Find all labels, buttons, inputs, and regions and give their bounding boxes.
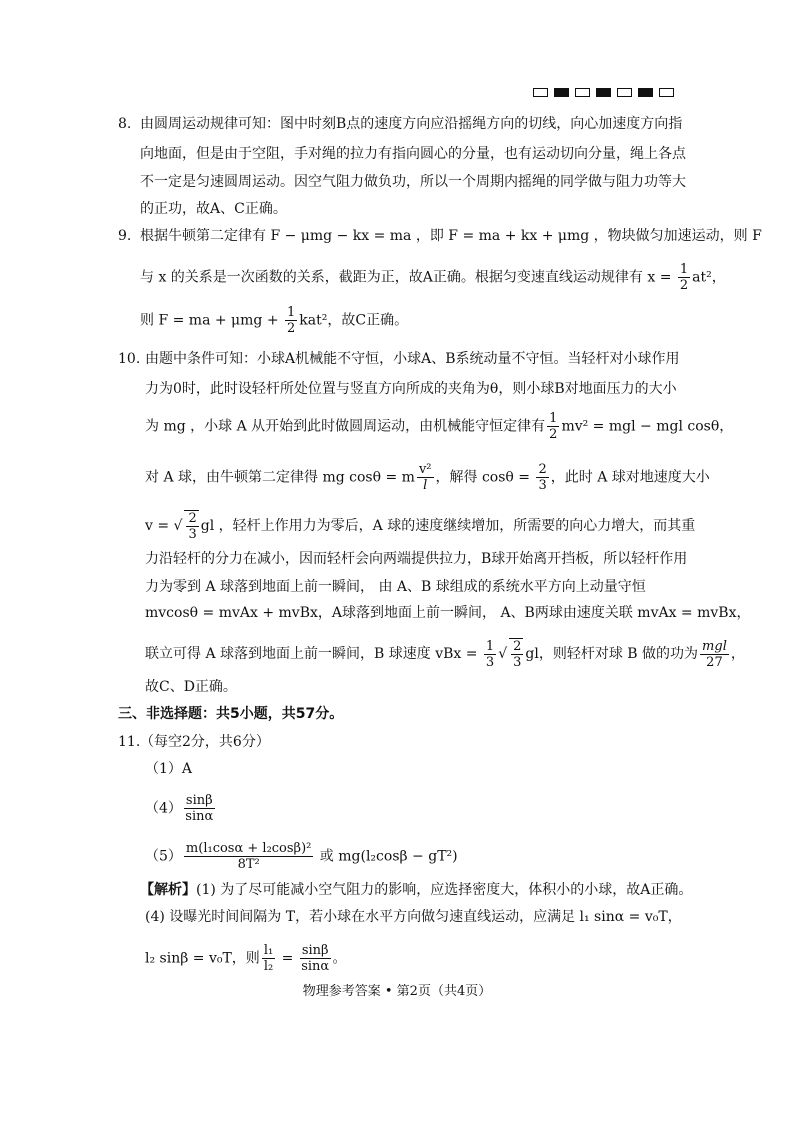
q9-text: 与 x 的关系是一次函数的关系，截距为正，故A正确。根据匀变速直线运动规律有 x = bbox=[140, 269, 676, 286]
sqrt-sign: √ bbox=[173, 518, 183, 534]
q8-line: 的正功，故A、C正确。 bbox=[140, 201, 287, 217]
q11-head: （每空2分，共6分） bbox=[140, 734, 270, 750]
fraction bbox=[184, 793, 215, 824]
explanation-line bbox=[145, 943, 347, 974]
fraction bbox=[700, 639, 729, 670]
q10-text: 对 A 球，由牛顿第二定律得 mg cosθ = m bbox=[145, 469, 415, 486]
q10-text: ，此时 A 球对地速度大小 bbox=[550, 469, 710, 486]
fraction bbox=[484, 639, 496, 670]
denominator: 3 bbox=[513, 655, 522, 670]
numerator: 2 bbox=[538, 462, 547, 477]
denominator: l₂ bbox=[263, 959, 274, 974]
numerator: v² bbox=[418, 462, 432, 477]
mark-empty bbox=[659, 88, 674, 97]
fraction bbox=[300, 943, 331, 974]
q10-line bbox=[145, 638, 745, 670]
denominator: 2 bbox=[679, 278, 689, 293]
q9-number: 9. bbox=[118, 228, 132, 244]
q9-text: kat²，故C正确。 bbox=[299, 312, 409, 329]
q10-text: ， bbox=[730, 646, 745, 662]
q10-number: 10. bbox=[118, 351, 141, 367]
numerator: sinβ bbox=[301, 943, 329, 958]
explanation-line bbox=[140, 881, 692, 899]
q9-text: at²， bbox=[692, 269, 726, 286]
numerator: mgl bbox=[702, 638, 727, 654]
numerator: l₁ bbox=[263, 943, 274, 958]
numerator: 1 bbox=[549, 411, 558, 426]
fraction bbox=[547, 411, 559, 442]
q10-text: gl，则轻杆对球 B 做的功为 bbox=[525, 646, 699, 662]
q10-line bbox=[145, 462, 710, 493]
q10-line bbox=[145, 411, 733, 442]
q10-line: 故C、D正确。 bbox=[145, 679, 237, 695]
fraction bbox=[536, 462, 548, 493]
fraction bbox=[262, 943, 275, 974]
header-marks bbox=[533, 88, 674, 97]
answer-label: （5） bbox=[145, 848, 182, 865]
q8-line: 向地面，但是由于空阻，手对绳的拉力有指向圆心的分量，也有运动切向分量，绳上各点 bbox=[140, 146, 686, 162]
explanation-text: 。 bbox=[332, 950, 347, 967]
numerator: m(l₁cosα + l₂cosβ)² bbox=[185, 841, 312, 856]
denominator: 2 bbox=[549, 427, 558, 442]
q9-line bbox=[140, 305, 408, 336]
q8-line: 不一定是匀速圆周运动。因空气阻力做负功，所以一个周期内摇绳的同学做与阻力功等大 bbox=[140, 174, 686, 190]
denominator: l bbox=[423, 478, 428, 493]
denominator: 3 bbox=[485, 654, 495, 670]
q10-line bbox=[145, 510, 695, 542]
q8-number: 8. bbox=[118, 116, 132, 132]
answer-1: （1）A bbox=[145, 761, 193, 777]
fraction bbox=[184, 510, 198, 542]
denominator: 2 bbox=[287, 321, 296, 336]
fraction bbox=[678, 262, 690, 293]
answer-4 bbox=[145, 793, 217, 824]
fraction bbox=[509, 638, 523, 670]
section-heading: 三、非选择题：共5小题，共57分。 bbox=[118, 706, 344, 722]
page-footer: 物理参考答案 • 第2页（共4页） bbox=[302, 984, 492, 999]
denominator: 27 bbox=[706, 654, 723, 670]
q11-number: 11. bbox=[118, 734, 141, 750]
answer-5 bbox=[145, 841, 458, 872]
numerator: 2 bbox=[513, 639, 522, 654]
explanation-text: l₂ sinβ = v₀T，则 bbox=[145, 950, 260, 967]
numerator: 2 bbox=[188, 511, 197, 526]
q10-text: 为 mg ，小球 A 从开始到此时做圆周运动，由机械能守恒定律有 bbox=[145, 418, 546, 435]
numerator: 1 bbox=[485, 638, 495, 654]
q10-line: 力为0时，此时设轻杆所处位置与竖直方向所成的夹角为θ，则小球B对地面压力的大小 bbox=[145, 381, 677, 397]
q10-line: 力为零到 A 球落到地面上前一瞬间， 由 A、B 球组成的系统水平方向上动量守恒 bbox=[145, 579, 646, 595]
q10-text: mv² = mgl − mgl cosθ， bbox=[561, 418, 734, 435]
answer-label: （4） bbox=[145, 800, 182, 817]
fraction bbox=[285, 305, 297, 336]
numerator: 1 bbox=[287, 305, 296, 320]
sqrt-sign: √ bbox=[498, 646, 508, 662]
mark-empty bbox=[533, 88, 548, 97]
fraction bbox=[417, 462, 434, 493]
denominator: sinα bbox=[185, 809, 214, 824]
denominator: 3 bbox=[188, 527, 197, 542]
explanation-text: (1) 为了尽可能减小空气阻力的影响，应选择密度大，体积小的小球，故A正确。 bbox=[196, 882, 693, 898]
explanation-text: = bbox=[277, 950, 298, 967]
q10-line: mvcosθ = mvAx + mvBx，A球落到地面上前一瞬间， A、B两球由速度关联 mvAx = mvBx， bbox=[145, 605, 751, 621]
denominator: sinα bbox=[301, 959, 330, 974]
mark-empty bbox=[617, 88, 632, 97]
fraction bbox=[184, 841, 313, 872]
mark-filled bbox=[554, 88, 569, 97]
q8-line: 由圆周运动规律可知：图中时刻B点的速度方向应沿摇绳方向的切线，向心加速度方向指 bbox=[140, 116, 683, 132]
q10-text: ，解得 cosθ = bbox=[435, 469, 535, 486]
q10-line: 由题中条件可知：小球A机械能不守恒，小球A、B系统动量不守恒。当轻杆对小球作用 bbox=[145, 351, 680, 367]
explanation-line: (4) 设曝光时间间隔为 T，若小球在水平方向做匀速直线运动，应满足 l₁ sinα = v₀T， bbox=[145, 909, 682, 925]
mark-filled bbox=[596, 88, 611, 97]
explanation-tag: 【解析】 bbox=[140, 882, 196, 898]
q9-text: 则 F = ma + μmg + bbox=[140, 312, 284, 329]
q9-line bbox=[140, 262, 726, 293]
answer-text: 或 mg(l₂cosβ − gT²) bbox=[315, 848, 458, 865]
denominator: 3 bbox=[538, 478, 547, 493]
numerator: sinβ bbox=[185, 793, 213, 808]
denominator: 8T² bbox=[237, 857, 260, 872]
q10-text: v = bbox=[145, 518, 174, 534]
mark-filled bbox=[638, 88, 653, 97]
q10-text: 联立可得 A 球落到地面上前一瞬间，B 球速度 vBx = bbox=[145, 646, 482, 662]
q10-text: gl ，轻杆上作用力为零后，A 球的速度继续增加，所需要的向心力增大，而其重 bbox=[200, 518, 696, 534]
mark-empty bbox=[575, 88, 590, 97]
numerator: 1 bbox=[679, 262, 689, 277]
q10-line: 力沿轻杆的分力在减小，因而轻杆会向两端提供拉力，B球开始离开挡板，所以轻杆作用 bbox=[145, 551, 688, 567]
q9-line: 根据牛顿第二定律有 F − μmg − kx = ma ，即 F = ma + kx + μmg ，物块做匀加速运动，则 F bbox=[140, 228, 762, 244]
